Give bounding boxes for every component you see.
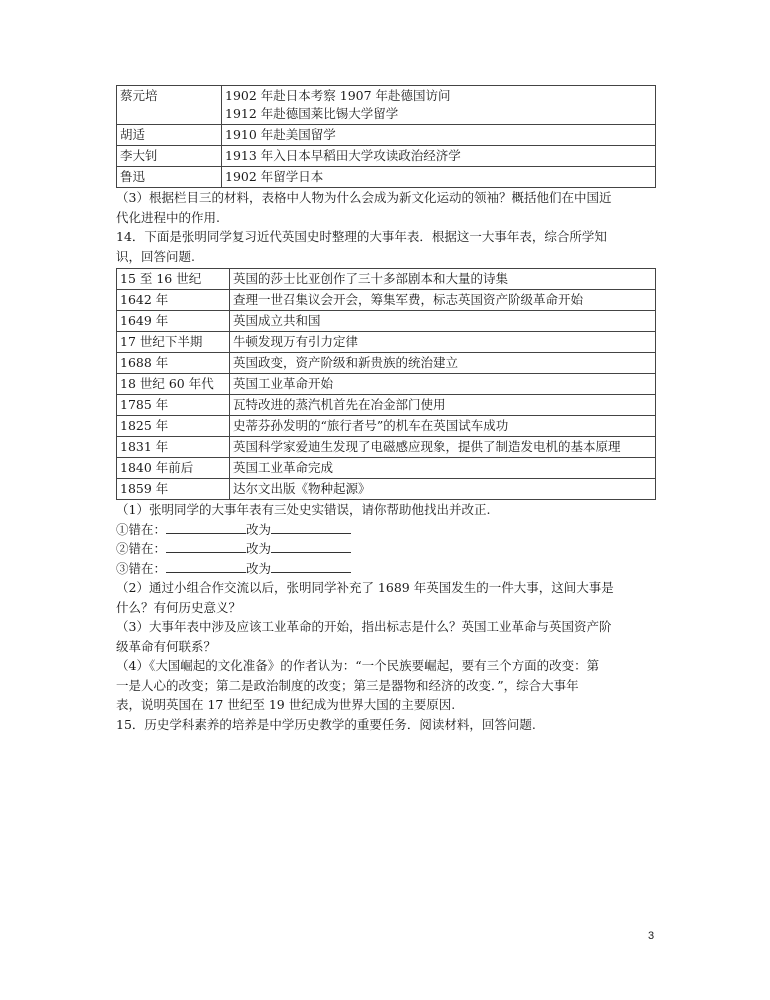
page-number: 3: [648, 930, 655, 942]
table-row: [117, 125, 656, 146]
study-abroad-table: [116, 85, 656, 188]
correction-line: [116, 559, 656, 579]
question-2-line: 什么？有何历史意义？: [116, 599, 242, 615]
table-row: [117, 167, 656, 188]
fix-blank[interactable]: [271, 520, 351, 534]
table-row: [117, 311, 656, 332]
timeline-time: 1688 年: [117, 353, 230, 374]
question-4-line: （4）《大国崛起的文化准备》的作者认为：“一个民族要崛起，要有三个方面的改变：第: [116, 658, 600, 673]
timeline-event: 英国政变，资产阶级和新贵族的统治建立: [230, 353, 656, 374]
table-row: [117, 332, 656, 353]
table-row: [117, 146, 656, 167]
timeline-event: 英国工业革命开始: [230, 374, 656, 395]
record-line: 1902 年赴日本考察 1907 年赴德国访问: [225, 88, 451, 103]
study-record: 1902 年留学日本: [222, 167, 656, 188]
study-record: 1913 年入日本早稻田大学攻读政治经济学: [222, 146, 656, 167]
timeline-event: 查理一世召集议会开会，筹集军费，标志英国资产阶级革命开始: [230, 290, 656, 311]
error-label: ①错在：: [116, 521, 167, 537]
timeline-time: 1825 年: [117, 416, 230, 437]
timeline-time: 1859 年: [117, 479, 230, 500]
timeline-event: 牛顿发现万有引力定律: [230, 332, 656, 353]
person-name: 李大钊: [117, 146, 222, 167]
question-3b-line: 级革命有何联系？: [116, 638, 217, 654]
error-blank[interactable]: [166, 520, 246, 534]
error-blank[interactable]: [166, 559, 246, 573]
question-3-line: （3）根据栏目三的材料，表格中人物为什么会成为新文化运动的领袖？概括他们在中国近: [116, 190, 612, 205]
timeline-time: 1840 年前后: [117, 458, 230, 479]
fix-label: 改为: [246, 560, 272, 576]
person-name: 胡适: [117, 125, 222, 146]
record-line: 1912 年赴德国莱比锡大学留学: [225, 106, 399, 121]
table-row: [117, 458, 656, 479]
table-row: [117, 437, 656, 458]
person-name: 鲁迅: [117, 167, 222, 188]
error-blank[interactable]: [166, 539, 246, 553]
document-page: [116, 85, 656, 734]
correction-line: [116, 539, 656, 559]
fix-blank[interactable]: [271, 539, 351, 553]
timeline-event: 达尔文出版《物种起源》: [230, 479, 656, 500]
question-14-intro: 14．下面是张明同学复习近代英国史时整理的大事年表．根据这一大事年表，综合所学知: [116, 229, 607, 244]
table-row: [117, 479, 656, 500]
question-1-text: （1）张明同学的大事年表有三处史实错误，请你帮助他找出并改正.: [116, 502, 491, 517]
fix-label: 改为: [246, 521, 272, 537]
table-row: [117, 269, 656, 290]
table-row: [117, 353, 656, 374]
question-3-line: 代化进程中的作用.: [116, 209, 220, 225]
timeline-event: 瓦特改进的蒸汽机首先在冶金部门使用: [230, 395, 656, 416]
timeline-table: [116, 268, 656, 500]
study-record: 1910 年赴美国留学: [222, 125, 656, 146]
timeline-event: 英国工业革命完成: [230, 458, 656, 479]
question-2-line: （2）通过小组合作交流以后，张明同学补充了 1689 年英国发生的一件大事，这间大事是: [116, 580, 614, 595]
correction-line: [116, 520, 656, 540]
table-row: [117, 86, 656, 125]
timeline-time: 1649 年: [117, 311, 230, 332]
table-row: [117, 290, 656, 311]
question-4-line: 表，说明英国在 17 世纪至 19 世纪成为世界大国的主要原因.: [116, 697, 456, 712]
timeline-time: 17 世纪下半期: [117, 332, 230, 353]
timeline-time: 18 世纪 60 年代: [117, 374, 230, 395]
error-label: ③错在：: [116, 560, 167, 576]
study-record: [222, 86, 656, 125]
error-label: ②错在：: [116, 541, 167, 556]
person-name: 蔡元培: [117, 86, 222, 125]
table-row: [117, 395, 656, 416]
timeline-event: 英国的莎士比亚创作了三十多部剧本和大量的诗集: [230, 269, 656, 290]
timeline-event: 英国科学家爱迪生发现了电磁感应现象，提供了制造发电机的基本原理: [230, 437, 656, 458]
question-14-intro: 识，回答问题.: [116, 248, 195, 264]
timeline-time: 1785 年: [117, 395, 230, 416]
timeline-time: 1642 年: [117, 290, 230, 311]
question-15-text: 15．历史学科素养的培养是中学历史教学的重要任务．阅读材料，回答问题.: [116, 716, 536, 732]
timeline-time: 15 至 16 世纪: [117, 269, 230, 290]
timeline-time: 1831 年: [117, 437, 230, 458]
fix-blank[interactable]: [271, 559, 351, 573]
fix-label: 改为: [246, 541, 272, 556]
question-4-line: 一是人心的改变；第二是政治制度的改变；第三是器物和经济的改变．”，综合大事年: [116, 677, 579, 693]
timeline-event: 史蒂芬孙发明的“旅行者号”的机车在英国试车成功: [230, 416, 656, 437]
question-3b-line: （3）大事年表中涉及应该工业革命的开始，指出标志是什么？英国工业革命与英国资产阶: [116, 619, 612, 634]
table-row: [117, 416, 656, 437]
timeline-event: 英国成立共和国: [230, 311, 656, 332]
table-row: [117, 374, 656, 395]
